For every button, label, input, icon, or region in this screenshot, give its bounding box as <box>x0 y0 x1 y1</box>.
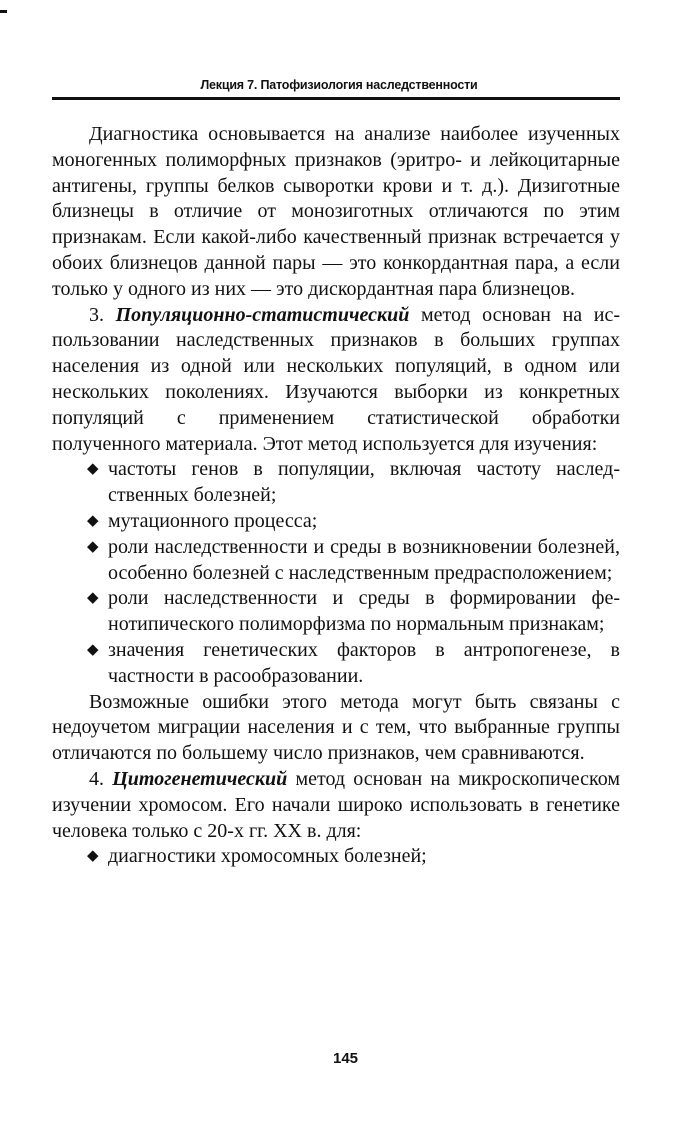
header-rule <box>52 97 620 100</box>
diamond-bullet-icon: ◆ <box>87 590 99 607</box>
list-item <box>86 844 620 870</box>
diamond-bullet-icon: ◆ <box>87 461 99 478</box>
list-item <box>86 509 620 535</box>
page-body <box>52 122 620 870</box>
paragraph-population-method <box>52 303 620 458</box>
list-item <box>86 638 620 690</box>
page-number: 145 <box>332 1050 359 1067</box>
list-item-text: мутационного процесса; <box>108 509 318 532</box>
list-item-text: роли наследственности и среды в формировании фенотипического полиморфизма по нормальным признакам; <box>108 587 620 636</box>
list-item <box>86 586 620 638</box>
diamond-bullet-icon: ◆ <box>87 538 99 555</box>
list-item <box>86 535 620 587</box>
list-item-text: значения генетических факторов в антропогенезе, в частности в расообразовании. <box>108 638 620 687</box>
list-item-text: частоты генов в популяции, включая частоту наследственных болезней; <box>108 458 620 507</box>
diamond-bullet-icon: ◆ <box>87 848 99 865</box>
scan-corner-mark <box>0 10 7 13</box>
paragraph-method-errors: Возможные ошибки этого метода могут быть связаны с недоучетом миграции населения и с тем, что выбранные группы отличаются по большему число признаков, чем сравниваются. <box>52 690 620 765</box>
population-method-uses-list <box>52 457 620 689</box>
list-item-text: диагностики хромосомных болезней; <box>108 845 427 868</box>
list-item <box>86 457 620 509</box>
paragraph-diagnostics: Диагностика основывается на анализе наиболее изученных моногенных полиморфных признаков (эритро- и лейкоцитарные антигены, группы белков сыворотки крови и т. д.). Дизиготные близнецы в отличие от монозиготных отличаются по этим признакам. Если какой-либо качественный признак встречается у обоих близнецов данной пары — это конкордантная пара, а если только у одного из них — это дискордантная пара близнецов. <box>52 123 620 300</box>
running-header: Лекция 7. Патофизиология наследственности <box>200 78 478 92</box>
paragraph-cytogenetic-method <box>52 767 620 844</box>
method-description: метод основан на использовании наследственных признаков в больших группах населения из одной или нескольких популяций, в одном или нескольких поколениях. Изучаются выборки из конкретных популяций с применением статистической обработки полученного материала. Этот метод используется для изучения: <box>52 303 620 455</box>
list-item-text: роли наследственности и среды в возникновении болезней, особенно болезней с наследственным предрасположением; <box>108 535 620 584</box>
item-number: 4. <box>89 767 104 790</box>
method-description: метод основан на микроскопическом изучении хромосом. Его начали широко использовать в генетике человека только с 20-х гг. XX в. для: <box>52 767 621 842</box>
method-term: Цитогенетический <box>112 767 288 790</box>
item-number: 3. <box>89 303 104 326</box>
diamond-bullet-icon: ◆ <box>87 641 99 658</box>
diamond-bullet-icon: ◆ <box>87 512 99 529</box>
method-term: Популяционно-статистический <box>115 303 410 326</box>
cytogenetic-method-uses-list <box>52 844 620 870</box>
